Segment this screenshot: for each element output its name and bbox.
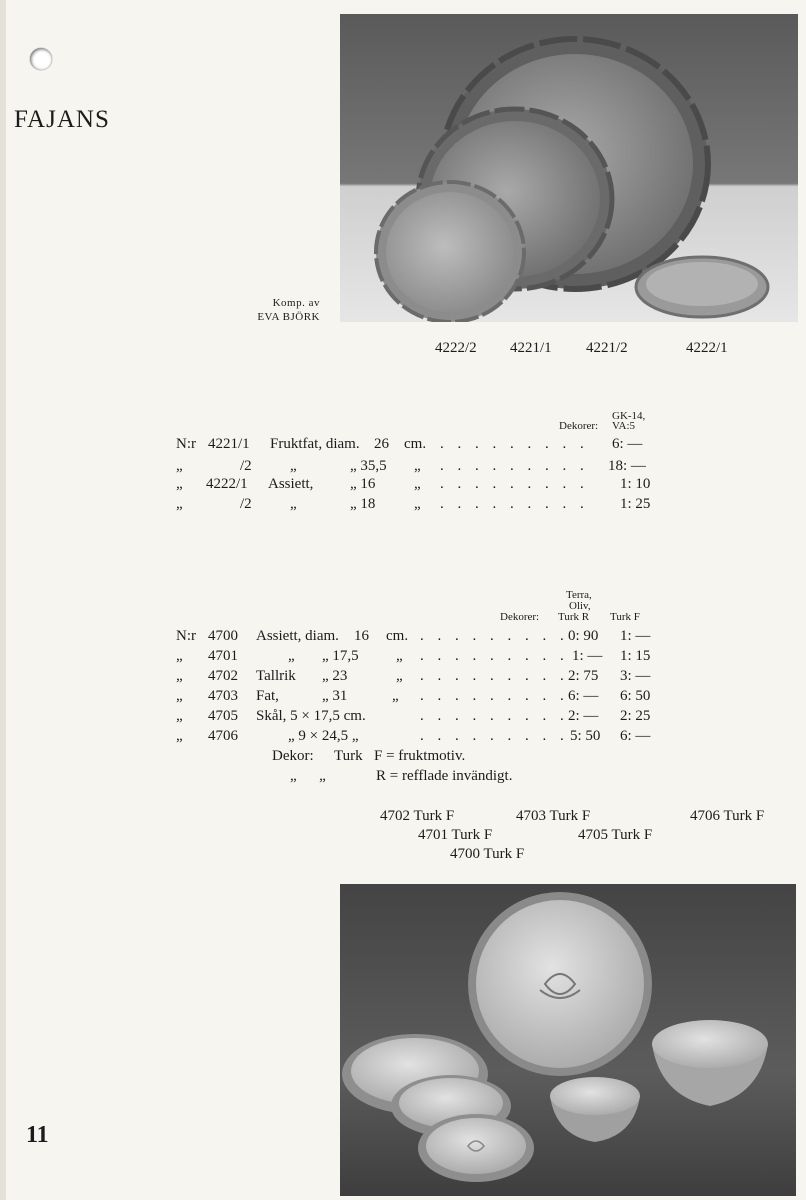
turk-illustration	[340, 884, 796, 1196]
caption-item: 4706 Turk F	[690, 808, 765, 824]
caption-item: 4702 Turk F	[380, 808, 455, 824]
caption-item: 4700 Turk F	[450, 846, 525, 862]
caption-item: 4221/2	[586, 340, 628, 356]
plates-illustration	[340, 14, 798, 322]
dekor-value-line2: VA:5	[612, 420, 636, 432]
caption-item: 4703 Turk F	[516, 808, 591, 824]
designer-credit	[230, 296, 320, 324]
caption-item: 4705 Turk F	[578, 827, 653, 843]
dekor-header-line2: Oliv,	[569, 600, 591, 612]
photo-turk-plates	[340, 884, 796, 1196]
catalog-page: FAJANS Komp. av EVA BJÖRK 4222/2 4221/1 4221/2 4222/1 GK-14, Dekorer: VA:5 N:r 4221/1 Fruktfat, diam. 26 cm. . . . . . . . . . 6: — „ /2 „ „ 35,5 „ . . . . . . . . . 18: — „ 4222/1 Assiett, „ 16 „ . . . . . . . . . 1: 10 „ /2 „ „ 18 „ . . . . . . . . . 1: 25 Terra, Oliv, Dekorer: Turk R Turk F N:r 4700 Assiett, diam. 16 cm. . . . . . . . . . 0: 90 1: — „ 4701 „ „ 17,5 „ . . . . . . . . . 1: — 1: 15 „ 4702 Tallrik „ 23 „ . . . . . . . . . 2: 75 3: — „ 4703 Fat, „ 31 „ . . . . . . . . . 6: — 6: 50 „ 4705 Skål, 5 × 17,5 cm. . . . . . . . . . 2: — 2: 25 „ 4706 „ 9 × 24,5 „ . . . . . . . . . 5: 50 6: — Dekor: Turk F = fruktmotiv. „ „ R = refflade invändigt. 4702 Turk F 4703 Turk F 4706 Turk F 4701 Turk F 4705 Turk F 4700 Turk F 11	[0, 0, 806, 1200]
page-number: 11	[26, 1122, 49, 1148]
dekor-header-line1: Terra,	[566, 589, 592, 601]
col-turk-r: Turk R	[558, 611, 590, 623]
credit-line-1: Komp. av	[272, 297, 320, 309]
photo-scalloped-plates	[340, 14, 798, 322]
binder-hole	[30, 48, 52, 70]
caption-item: 4222/2	[435, 340, 477, 356]
col-turk-f: Turk F	[610, 611, 640, 623]
page-edge	[0, 0, 6, 1200]
page-heading: FAJANS	[14, 106, 110, 133]
caption-item: 4221/1	[510, 340, 552, 356]
dekor-value-line1: GK-14,	[612, 410, 646, 422]
credit-line-2: EVA BJÖRK	[257, 311, 320, 323]
caption-item: 4701 Turk F	[418, 827, 493, 843]
caption-item: 4222/1	[686, 340, 728, 356]
dekor-label: Dekorer:	[559, 420, 599, 432]
dekor-label: Dekorer:	[500, 611, 540, 623]
